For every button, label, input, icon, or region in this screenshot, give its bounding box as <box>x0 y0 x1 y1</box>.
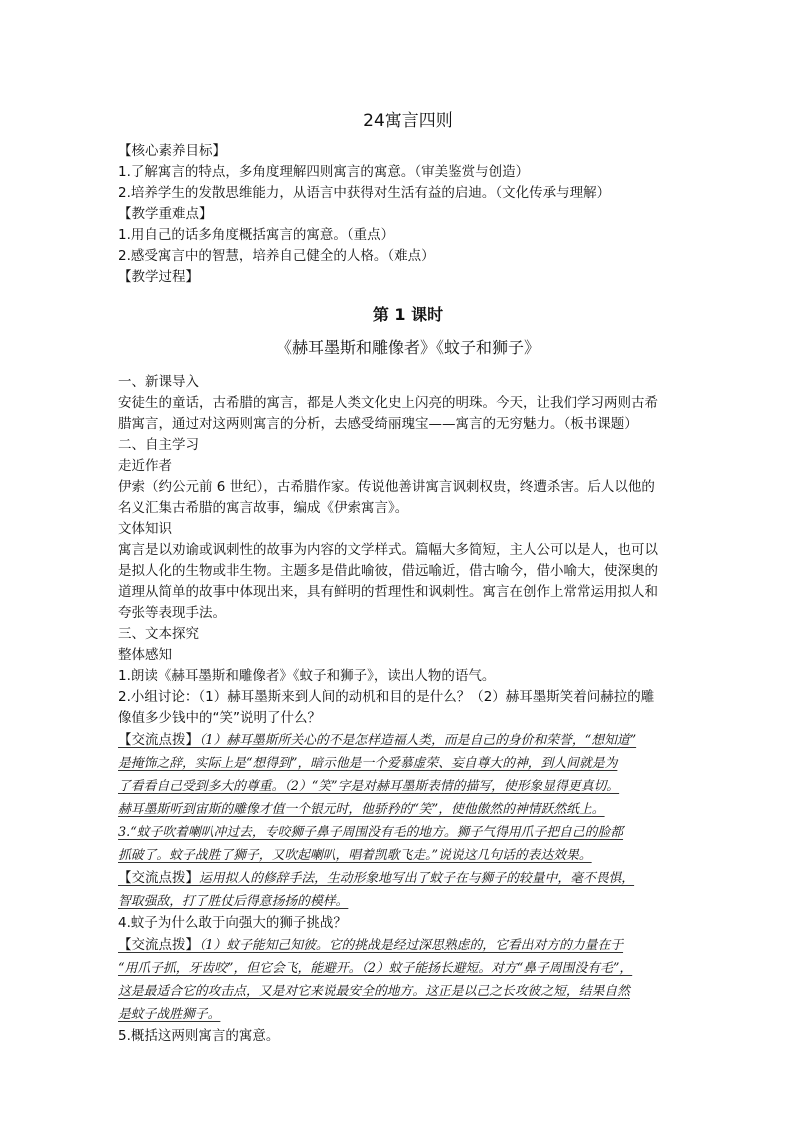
author-text-line: 名义汇集古希腊的寓言故事，编成《伊索寓言》。 <box>118 500 409 516</box>
genre-text-line: 道理从简单的故事中体现出来，具有鲜明的哲理性和讽刺性。寓言在创作上常常运用拟人和 <box>118 584 658 600</box>
key-points-heading: 【教学重难点】 <box>118 206 213 222</box>
goal-1: 1.了解寓言的特点，多角度理解四则寓言的寓意。（审美鉴赏与创造） <box>118 164 530 180</box>
tip-label: 【交流点拨】 <box>118 937 199 953</box>
answer-4-line <box>118 934 698 957</box>
question-2-line: 2.小组讨论：（1）赫耳墨斯来到人间的动机和目的是什么？（2）赫耳墨斯笑着问赫拉的雕 <box>118 689 655 705</box>
genre-text-line: 夸张等表现手法。 <box>118 605 226 621</box>
answer-2-line: 赫耳墨斯听到宙斯的雕像才值一个银元时，他骄矜的“笑”，使他傲然的神情跃然纸上。 <box>118 802 605 817</box>
section-1-heading: 一、新课导入 <box>118 374 199 390</box>
lesson-title: 第 1 课时 <box>372 305 444 324</box>
question-2-line: 像值多少钱中的“笑”说明了什么？ <box>118 710 321 726</box>
answer-4-line: 这是最适合它的攻击点，又是对它来说最安全的地方。这正是以己之长攻彼之短，结果自然 <box>118 984 630 999</box>
overall-heading: 整体感知 <box>118 647 172 663</box>
question-5: 5.概括这两则寓言的寓意。 <box>118 1028 280 1044</box>
answer-3-line: 智取强敌，打了胜仗后得意扬扬的模样。 <box>118 894 349 909</box>
answer-4-text: （1）蚊子能知己知彼。它的挑战是经过深思熟虑的，它看出对方的力量在于 <box>199 938 624 953</box>
document-page <box>118 96 698 1047</box>
tip-label: 【交流点拨】 <box>118 732 199 748</box>
tip-label: 【交流点拨】 <box>118 870 199 886</box>
answer-2-text: （1）赫耳墨斯所关心的不是怎样造福人类，而是自己的身价和荣誉，“想知道” <box>199 733 637 748</box>
lesson-subtitle: 《赫耳墨斯和雕像者》《蚊子和狮子》 <box>275 338 540 357</box>
core-goals-heading: 【核心素养目标】 <box>118 143 226 159</box>
answer-3-text: 运用拟人的修辞手法，生动形象地写出了蚊子在与狮子的较量中，毫不畏惧， <box>199 871 635 886</box>
answer-2-line: 了看看自己受到多大的尊重。（2）“笑”字是对赫耳墨斯表情的描写，使形象显得更真切。 <box>118 779 620 794</box>
answer-2-line <box>118 729 698 752</box>
section-2-heading: 二、自主学习 <box>118 437 199 453</box>
genre-text-line: 是拟人化的生物或非生物。主题多是借此喻彼，借远喻近，借古喻今，借小喻大，使深奥的 <box>118 563 658 579</box>
process-heading: 【教学过程】 <box>118 269 199 285</box>
answer-3-line <box>118 867 698 890</box>
goal-2: 2.培养学生的发散思维能力，从语言中获得对生活有益的启迪。（文化传承与理解） <box>118 185 611 201</box>
genre-heading: 文体知识 <box>118 521 172 537</box>
question-3-line: 抓破了。蚊子战胜了狮子，又吹起喇叭，唱着凯歌飞走。”说说这几句话的表达效果。 <box>118 848 592 863</box>
question-4: 4.蚊子为什么敢于向强大的狮子挑战？ <box>118 915 347 931</box>
genre-text-line: 寓言是以劝谕或讽刺性的故事为内容的文学样式。篇幅大多简短，主人公可以是人，也可以 <box>118 542 658 558</box>
page-title: 24寓言四则 <box>363 111 453 131</box>
answer-4-line: 是蚊子战胜狮子。 <box>118 1007 221 1022</box>
key-point-1: 1.用自己的话多角度概括寓言的寓意。（重点） <box>118 227 395 243</box>
answer-2-line: 是掩饰之辞，实际上是“想得到”，暗示他是一个爱慕虚荣、妄自尊大的神，到人间就是为 <box>118 756 618 771</box>
section-1-text-line: 安徒生的童话，古希腊的寓言，都是人类文化史上闪亮的明珠。今天，让我们学习两则古希 <box>118 395 658 411</box>
author-text-line: 伊索（约公元前 6 世纪），古希腊作家。传说他善讲寓言讽刺权贵，终遭杀害。后人以他的 <box>118 479 655 495</box>
answer-4-line: “用爪子抓，牙齿咬”，但它会飞，能避开。（2）蚊子能扬长避短。对方“鼻子周围没有毛”， <box>118 961 633 976</box>
section-1-text-line: 腊寓言，通过对这两则寓言的分析，去感受绮丽瑰宝——寓言的无穷魅力。（板书课题） <box>118 416 638 432</box>
section-3-heading: 三、文本探究 <box>118 626 199 642</box>
question-1: 1.朗读《赫耳墨斯和雕像者》《蚊子和狮子》，读出人物的语气。 <box>118 668 496 684</box>
question-3-line: 3.“蚊子吹着喇叭冲过去，专咬狮子鼻子周围没有毛的地方。狮子气得用爪子把自己的脸都 <box>118 825 624 840</box>
author-heading: 走近作者 <box>118 458 172 474</box>
key-point-2: 2.感受寓言中的智慧，培养自己健全的人格。（难点） <box>118 248 435 264</box>
